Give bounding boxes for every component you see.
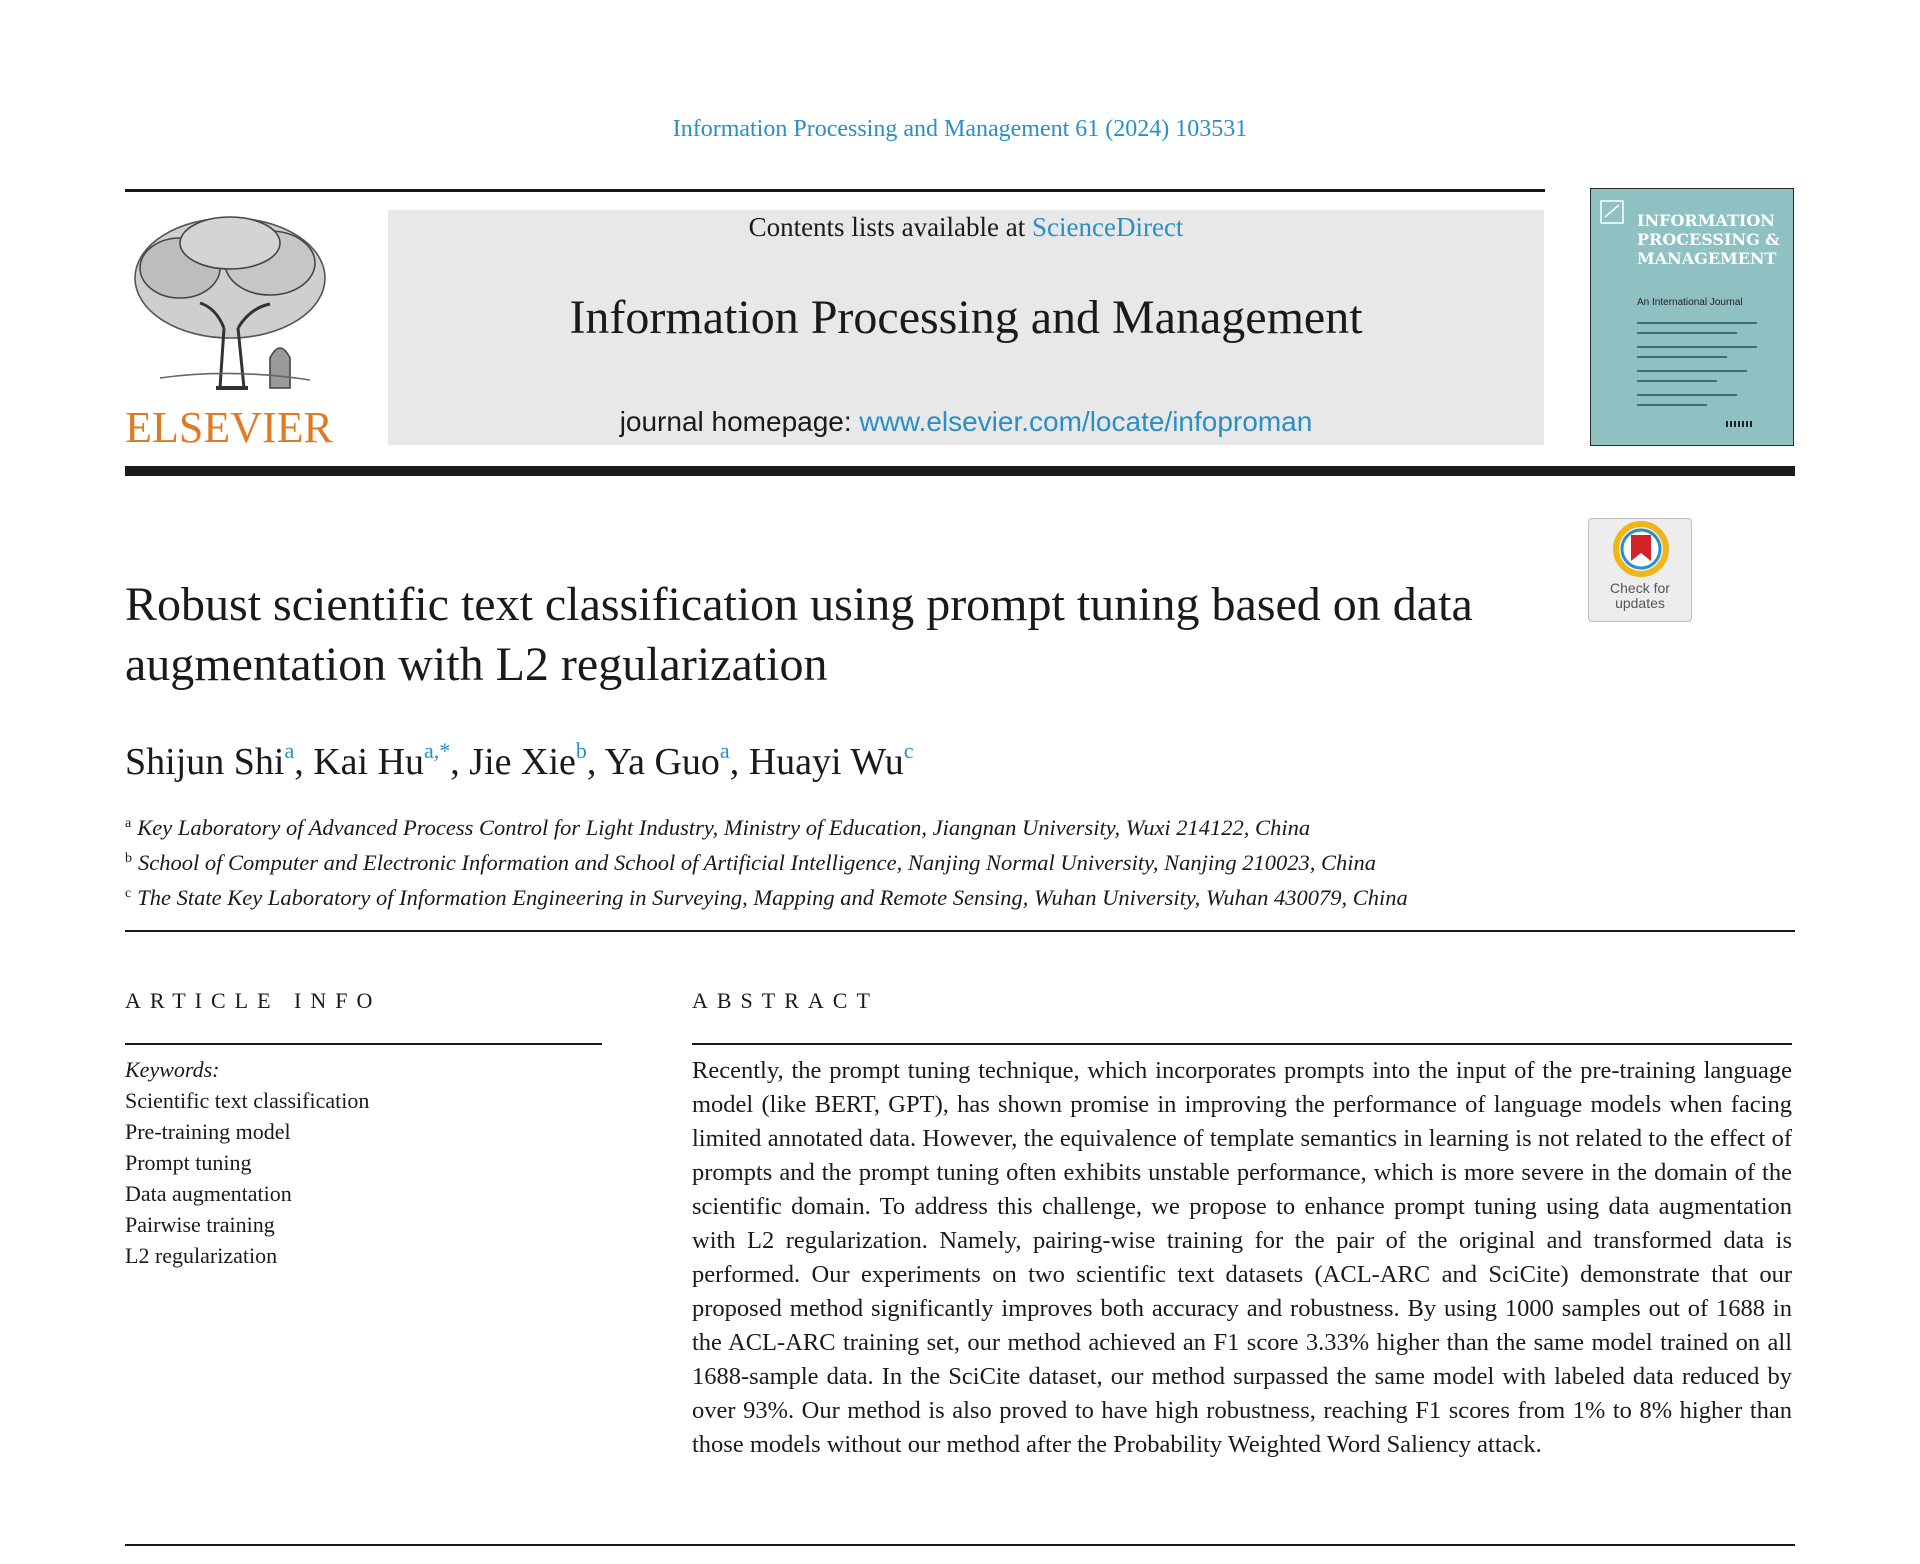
affiliation-marker: c [125, 886, 132, 901]
keyword-item[interactable]: Scientific text classification [125, 1088, 370, 1113]
journal-homepage-link[interactable]: www.elsevier.com/locate/infoproman [859, 406, 1313, 437]
affiliation-marker: b [125, 851, 132, 866]
abstract-rule [692, 1043, 1792, 1045]
author-affil-marker[interactable]: b [575, 738, 587, 763]
journal-title: Information Processing and Management [569, 291, 1363, 344]
affiliation-item [125, 808, 1805, 843]
keyword-item[interactable]: Prompt tuning [125, 1150, 252, 1175]
author-affil-marker[interactable]: a [719, 738, 730, 763]
contents-line [388, 212, 1544, 243]
contents-prefix: Contents lists available at [748, 212, 1033, 242]
affiliation-text: The State Key Laboratory of Information Engineering in Surveying, Mapping and Remote Sensing, Wuhan University, Wuhan 430079, China [137, 885, 1408, 910]
author-list: Shijun Shi$^a$, Kai $Hu^{a,*}$, Jie Xie$^b$, Ya Guo$^a$, Huayi Wu$^c$ [125, 738, 914, 783]
author-name[interactable]: Kai Hu [313, 741, 425, 783]
check-updates-icon [1589, 519, 1693, 579]
cover-title: INFORMATION PROCESSING & MANAGEMENT [1637, 211, 1780, 268]
affiliation-marker: a [125, 816, 132, 831]
author-name[interactable]: Ya Guo [604, 741, 720, 783]
check-updates-label [1589, 581, 1691, 611]
homepage-line [388, 406, 1544, 438]
elsevier-wordmark: ELSEVIER [125, 403, 333, 452]
cover-emblem-icon [1599, 199, 1639, 229]
sciencedirect-link[interactable]: ScienceDirect [1032, 212, 1184, 242]
article-info-rule [125, 1043, 602, 1045]
check-updates-line1: Check for [1610, 580, 1670, 596]
affiliation-text: Key Laboratory of Advanced Process Control for Light Industry, Ministry of Education, Jiangnan University, Wuxi 214122, China [137, 815, 1311, 840]
author-name[interactable]: Huayi Wu [748, 741, 904, 783]
cover-subtitle: An International Journal [1637, 297, 1743, 308]
author-affil-marker[interactable]: c [903, 738, 914, 763]
author-affil-marker[interactable]: a [284, 738, 295, 763]
keywords-block [125, 1054, 369, 1271]
keyword-item[interactable]: Pre-training model [125, 1119, 291, 1144]
top-rule [125, 189, 1545, 192]
bottom-rule [125, 1544, 1795, 1546]
article-info-heading: ARTICLE INFO [125, 988, 382, 1013]
keyword-item[interactable]: Data augmentation [125, 1181, 292, 1206]
affiliations [125, 808, 1805, 913]
affiliation-item [125, 843, 1805, 878]
masthead-thick-rule [125, 466, 1795, 476]
journal-cover-thumbnail[interactable] [1590, 188, 1794, 446]
cover-text-lines-icon [1637, 317, 1787, 427]
homepage-prefix: journal homepage: [619, 406, 860, 437]
elsevier-tree-icon [120, 208, 338, 398]
check-for-updates-button[interactable] [1588, 518, 1692, 622]
affiliation-item [125, 878, 1805, 913]
author-name[interactable]: Jie Xie [469, 741, 576, 783]
keyword-item[interactable]: L2 regularization [125, 1243, 278, 1268]
paper-title: Robust scientific text classification using prompt tuning based on data augmentation with L2 regularization [125, 578, 1473, 691]
affiliation-text: School of Computer and Electronic Information and School of Artificial Intelligence, Nanjing Normal University, Nanjing 210023, China [138, 850, 1377, 875]
check-updates-line2: updates [1615, 595, 1665, 611]
keywords-label: Keywords: [125, 1057, 220, 1082]
running-head-citation[interactable]: Information Processing and Management 61 (2024) 103531 [672, 116, 1248, 142]
author-name[interactable]: Shijun Shi [125, 741, 285, 783]
elsevier-logo [120, 208, 338, 453]
affiliations-rule [125, 930, 1795, 932]
abstract-heading: ABSTRACT [692, 988, 879, 1013]
journal-masthead [388, 210, 1544, 445]
abstract-text: Recently, the prompt tuning technique, which incorporates prompts into the input of the pre-training language model (like BERT, GPT), has shown promise in improving the performance of language models when facing limited annotated data. However, the equivalence of template semantics in learning is not related to the effect of prompts and the prompt tuning often exhibits unstable performance, which is more severe in the domain of the scientific domain. To address this challenge, we propose to enhance prompt tuning using data augmentation with L2 regularization. Namely, pairing-wise training for the pair of the original and transformed data is performed. Our experiments on two scientific text datasets (ACL-ARC and SciCite) demonstrate that our proposed method significantly improves both accuracy and robustness. By using 1000 samples out of 1688 in the ACL-ARC training set, our method achieved an F1 score 3.33% higher than the same model trained on all 1688-sample data. In the SciCite dataset, our method surpassed the same model with labeled data reduced by over 93%. Our method is also proved to have high robustness, reaching F1 scores from 1% to 8% higher than those models without our method after the Probability Weighted Word Saliency attack. [692, 1057, 1792, 1458]
author-affil-marker[interactable]: a,* [424, 738, 451, 763]
keyword-item[interactable]: Pairwise training [125, 1212, 275, 1237]
